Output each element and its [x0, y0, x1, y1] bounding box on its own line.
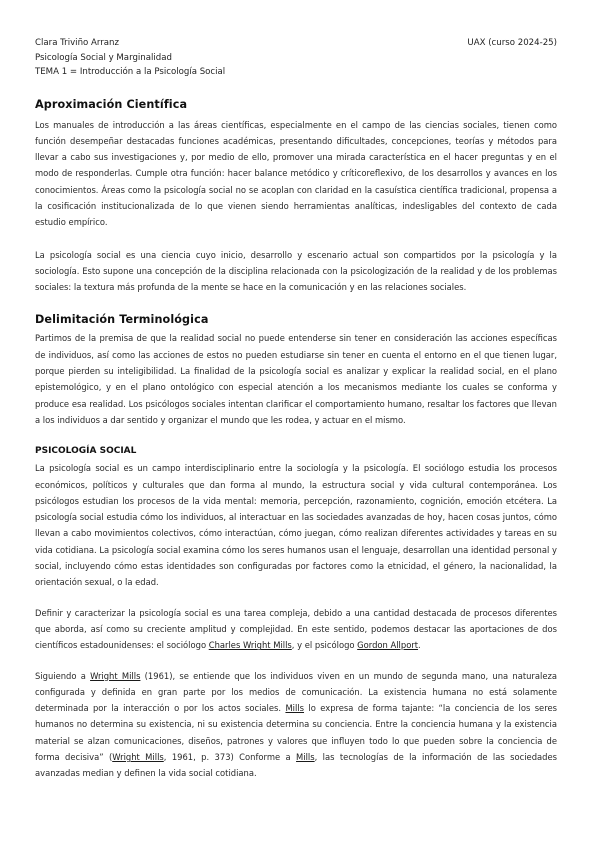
link-gordon-allport[interactable]: Gordon Allport	[357, 640, 419, 651]
paragraph: Los manuales de introducción a las áreas científicas, especialmente en el campo de las ciencias sociales, tienen como función desempeñar destacadas funciones académicas, presentando dificultades, concepciones, teorías y métodos para llevar a cabo sus investigaciones y, por medio de ello, promover una mirada característica en el hacer preguntas y en el modo de responderlas. Cumple otra función: hacer balance metódico y críticoreflexivo, de los desarrollos y avances en los conocimientos. Áreas como la psicología social no se acoplan con claridad en la casuística científica tradicional, propensa a la cosificación institucionalizada de lo que vienen siendo herramientas analíticas, indesligables del contexto de cada estudio empírico.	[35, 119, 557, 228]
paragraph-text: .	[418, 640, 421, 651]
paragraph-text: (1961), se entiende que los individuos viven en un mundo de segunda mano, una naturaleza configurada y definida en gran parte por los medios de comunicación. La existencia humana no está solamente determinada por la interacción o por los actos sociales.	[35, 670, 558, 714]
link-mills[interactable]: Mills	[285, 703, 305, 714]
paragraph-text: Definir y caracterizar la psicología social es una tarea compleja, debido a una cantidad destacada de procesos diferentes que aborda, así como su creciente amplitud y complejidad. En este sentido, podemos destacar las aportaciones de dos científicos estadounidenses: el sociólogo	[35, 607, 557, 651]
paragraph-text: , y el psicólogo	[291, 640, 358, 651]
link-charles-wright-mills[interactable]: Charles Wright Mills	[208, 640, 292, 651]
subject-name: Psicología Social y Marginalidad	[35, 52, 172, 63]
paragraph-text: lo expresa de forma tajante: “la conciencia de los seres humanos no determina su existencia, ni su existencia determina su conciencia. Entre la conciencia humana y la existencia material se alzan comunicaciones, diseños, patrones y valores que influyen todo lo que pueden sobre la conciencia de forma decisiva” (	[35, 703, 557, 762]
paragraph	[35, 668, 557, 782]
section-title-delimitacion: Delimitación Terminológica	[35, 313, 209, 327]
author-name: Clara Triviño Arranz	[35, 38, 120, 48]
paragraph-text: , 1961, p. 373) Conforme a	[163, 752, 297, 762]
paragraph	[35, 605, 557, 654]
paragraph-text: , las tecnologías de la información de las sociedades avanzadas median y definen la vida social cotidiana.	[35, 752, 557, 779]
course-info: UAX (curso 2024-25)	[467, 38, 557, 48]
section-title-aproximacion: Aproximación Científica	[35, 97, 188, 111]
paragraph: Partimos de la premisa de que la realidad social no puede entenderse sin tener en consideración las acciones específicas de individuos, así como las acciones de estos no pueden estudiarse sin tener en cuenta el entorno en el que tienen lugar, porque pierden su inteligibilidad. La finalidad de la psicología social es analizar y explicar la realidad social, en el plano epistemológico, y en el plano ontológico con especial atención a los mecanismos mediante los cuales se conforma y produce esa realidad. Los psicólogos sociales intentan clarificar el comportamiento humano, resaltar los factores que llevan a los individuos a dar sentido y organizar el mundo que les rodea, y actuar en el mismo.	[35, 333, 557, 425]
link-wright-mills-citation[interactable]: Wright Mills	[112, 752, 164, 762]
link-wright-mills[interactable]: Wright Mills	[90, 670, 141, 681]
topic-title: TEMA 1 = Introducción a la Psicología Social	[35, 67, 226, 77]
link-mills-2[interactable]: Mills	[296, 752, 315, 762]
paragraph: La psicología social es un campo interdisciplinario entre la sociología y la psicología. El sociólogo estudia los procesos económicos, políticos y culturales que dan forma al mundo, la estructura social y vida cultural contemporánea. Los psicólogos estudian los procesos de la vida mental: memoria, percepción, razonamiento, cognición, emoción etcétera. La psicología social estudia cómo los individuos, al interactuar en las sociedades avanzadas de hoy, hacen cosas juntos, cómo llevan a cabo movimientos colectivos, cómo interactúan, cómo juegan, cómo realizan diferentes actividades y tareas en su vida cotidiana. La psicología social examina cómo los seres humanos usan el lenguaje, desarrollan una identidad personal y social, incluyendo cómo estas identidades son configuradas por factores como la etnicidad, el género, la nacionalidad, la orientación sexual, o la edad.	[35, 463, 557, 588]
paragraph: La psicología social es una ciencia cuyo inicio, desarrollo y escenario actual son compartidos por la psicología y la sociología. Esto supone una concepción de la disciplina relacionada con la psicologización de la realidad y de los problemas sociales: la textura más profunda de la mente se hace en la comunicación y en las relaciones sociales.	[35, 249, 557, 293]
section-title-psicologia-social: PSICOLOGÍA SOCIAL	[35, 446, 137, 457]
document-header	[35, 36, 557, 80]
paragraph-text: Siguiendo a	[35, 670, 91, 681]
document-page	[35, 36, 557, 782]
